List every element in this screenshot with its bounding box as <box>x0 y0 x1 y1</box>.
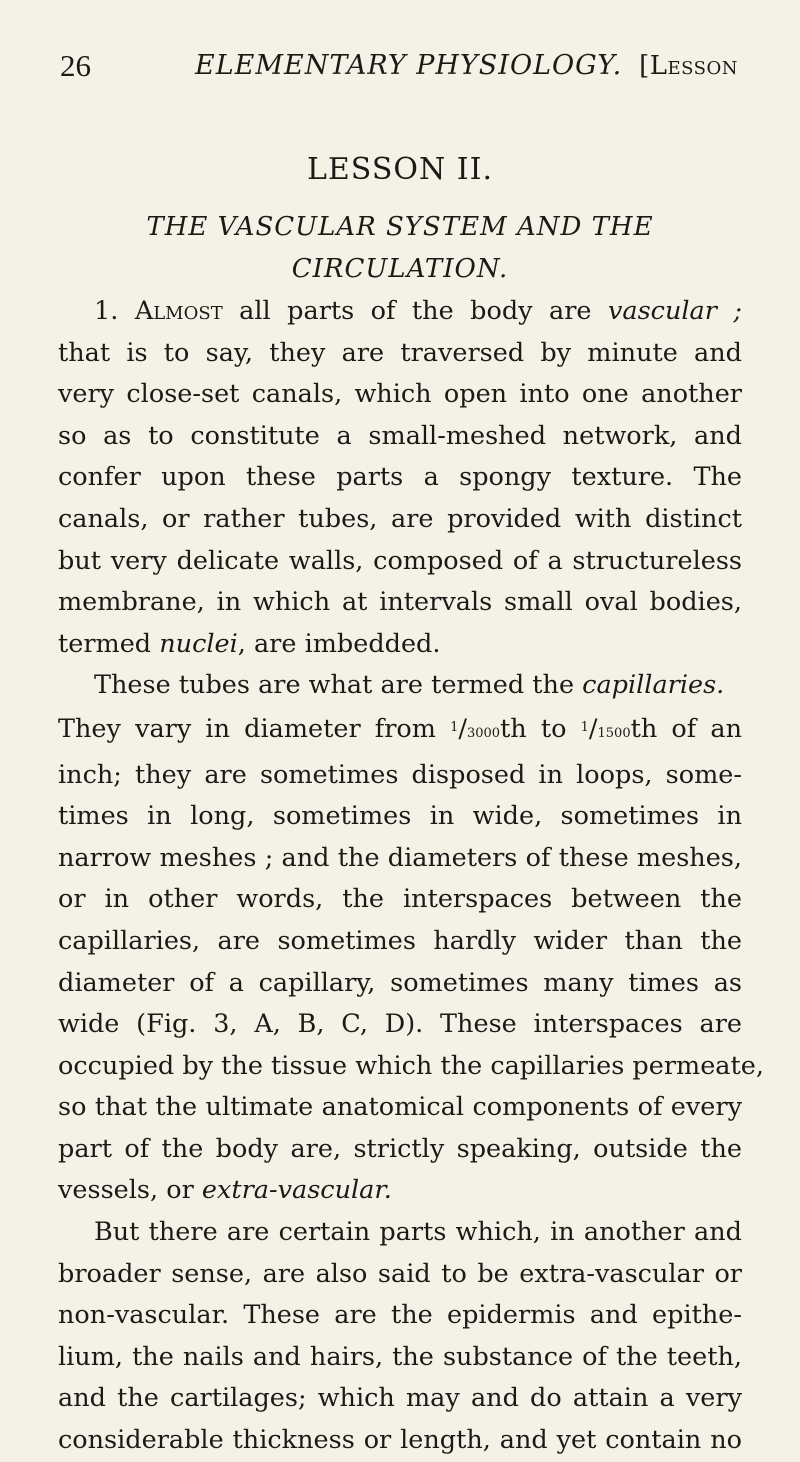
text-line: but very delicate walls, composed of a structureless <box>58 545 742 576</box>
paragraph-number: 1. <box>94 296 119 326</box>
text-line: narrow meshes ; and the diameters of these meshes, <box>58 842 742 873</box>
running-title: ELEMENTARY PHYSIOLOGY. <box>195 50 623 81</box>
fraction: $^1$/3000 <box>450 713 501 744</box>
italic-term: extra-vascular. <box>201 1175 392 1206</box>
text-line: But there are certain parts which, in another and <box>94 1217 742 1248</box>
running-lesson-label: [Lesson <box>639 51 738 81</box>
text-line: non-vascular. These are the epidermis and epithe- <box>58 1300 742 1331</box>
chapter-title-line-2: CIRCULATION. <box>291 254 509 284</box>
body-text <box>58 291 764 1462</box>
running-head <box>60 44 738 88</box>
italic-term: capillaries. <box>582 670 725 701</box>
text-line: and the cartilages; which may and do attain a very <box>58 1383 742 1414</box>
text-line: broader sense, are also said to be extra-vascular or <box>58 1258 742 1289</box>
text-line: considerable thickness or length, and yet contain no <box>58 1425 742 1456</box>
italic-term: vascular ; <box>607 296 742 326</box>
chapter-title-line-1: THE VASCULAR SYSTEM AND THE <box>146 212 654 242</box>
text-line: These tubes are what are termed the capillaries. <box>94 670 725 701</box>
paragraph-opening-word: Almost <box>134 296 223 326</box>
text-line: or in other words, the interspaces between the <box>58 884 742 915</box>
text-line: so as to constitute a small-meshed network, and <box>58 420 742 451</box>
text-line: times in long, sometimes in wide, sometimes in <box>58 801 742 832</box>
page-number: 26 <box>60 48 91 83</box>
text-line: termed nuclei, are imbedded. <box>58 628 441 659</box>
text-line: diameter of a capillary, sometimes many times as <box>58 967 742 998</box>
text-line: that is to say, they are traversed by minute and <box>58 337 742 368</box>
text-line: 1. Almost all parts of the body are vascular ; <box>94 296 742 326</box>
text-line: canals, or rather tubes, are provided with distinct <box>58 503 742 534</box>
text-line: vessels, or extra-vascular. <box>58 1175 392 1206</box>
text-line: capillaries, are sometimes hardly wider than the <box>58 925 742 956</box>
lesson-heading: LESSON II. <box>306 152 493 187</box>
text-line: part of the body are, strictly speaking, outside the <box>58 1133 742 1164</box>
text-line: membrane, in which at intervals small oval bodies, <box>58 587 742 618</box>
text-line: lium, the nails and hairs, the substance of the teeth, <box>58 1341 742 1372</box>
text-line: very close-set canals, which open into one another <box>58 379 742 410</box>
text-line: wide (Fig. 3, A, B, C, D). These interspaces are <box>58 1009 742 1040</box>
text-line: so that the ultimate anatomical components of every <box>58 1092 742 1123</box>
italic-term: nuclei <box>159 628 238 659</box>
text-line: inch; they are sometimes disposed in loops, some- <box>58 759 742 790</box>
text-line: occupied by the tissue which the capillaries permeate, <box>58 1050 764 1081</box>
text-line: They vary in diameter from $^1$/3000th to $^1$/1500th of an <box>58 713 742 744</box>
fraction: $^1$/1500 <box>580 713 631 744</box>
chapter-title <box>0 206 800 290</box>
text-line: confer upon these parts a spongy texture. The <box>58 462 742 493</box>
